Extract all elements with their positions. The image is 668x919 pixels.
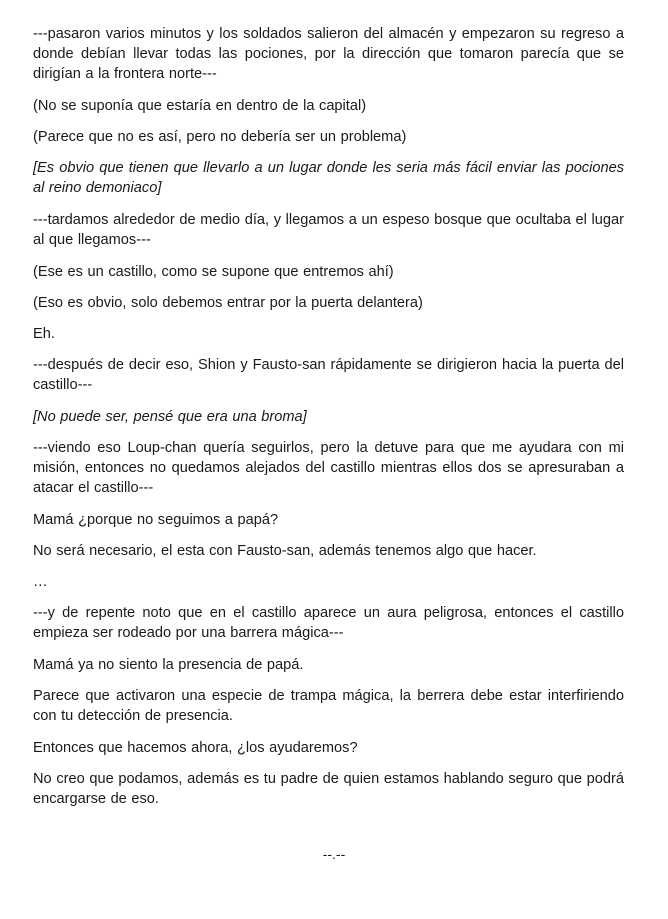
paragraph: Parece que activaron una especie de trampa mágica, la berrera debe estar interfiriendo con tu detección de presencia.	[33, 688, 624, 724]
paragraph: No creo que podamos, además es tu padre de quien estamos hablando seguro que podrá encargarse de eso.	[33, 771, 624, 807]
paragraph: (Parece que no es así, pero no debería ser un problema)	[33, 129, 407, 145]
paragraph: (Eso es obvio, solo debemos entrar por la puerta delantera)	[33, 295, 423, 311]
paragraph: ---después de decir eso, Shion y Fausto-san rápidamente se dirigieron hacia la puerta del castillo---	[33, 357, 624, 393]
paragraph: Mamá ya no siento la presencia de papá.	[33, 657, 304, 673]
paragraph: (No se suponía que estaría en dentro de la capital)	[33, 98, 367, 114]
paragraph: (Ese es un castillo, como se supone que entremos ahí)	[33, 264, 394, 280]
paragraph: No será necesario, el esta con Fausto-san, además tenemos algo que hacer.	[33, 543, 537, 559]
paragraph-italic: [Es obvio que tienen que llevarlo a un lugar donde les seria más fácil enviar las pociones al reino demoniaco]	[33, 160, 624, 196]
paragraph: ---tardamos alrededor de medio día, y llegamos a un espeso bosque que ocultaba el lugar al que llegamos---	[33, 212, 624, 248]
section-break-marker: --.--	[322, 846, 346, 862]
paragraph: Entonces que hacemos ahora, ¿los ayudaremos?	[33, 740, 358, 756]
ellipsis-line: …	[33, 574, 49, 590]
paragraph: ---pasaron varios minutos y los soldados salieron del almacén y empezaron su regreso a donde debían llevar todas las pociones, por la dirección que tomaron parecía que se dirigían a la frontera norte---	[33, 26, 624, 82]
paragraph: ---y de repente noto que en el castillo aparece un aura peligrosa, entonces el castillo empieza ser rodeado por una barrera mágica---	[33, 605, 624, 641]
paragraph: Mamá ¿porque no seguimos a papá?	[33, 512, 279, 528]
paragraph: ---viendo eso Loup-chan quería seguirlos, pero la detuve para que me ayudara con mi misión, entonces no quedamos alejados del castillo mientras ellos dos se apresuraban a atacar el castillo---	[33, 440, 624, 496]
paragraph: Eh.	[33, 326, 55, 342]
paragraph-italic: [No puede ser, pensé que era una broma]	[33, 409, 307, 425]
